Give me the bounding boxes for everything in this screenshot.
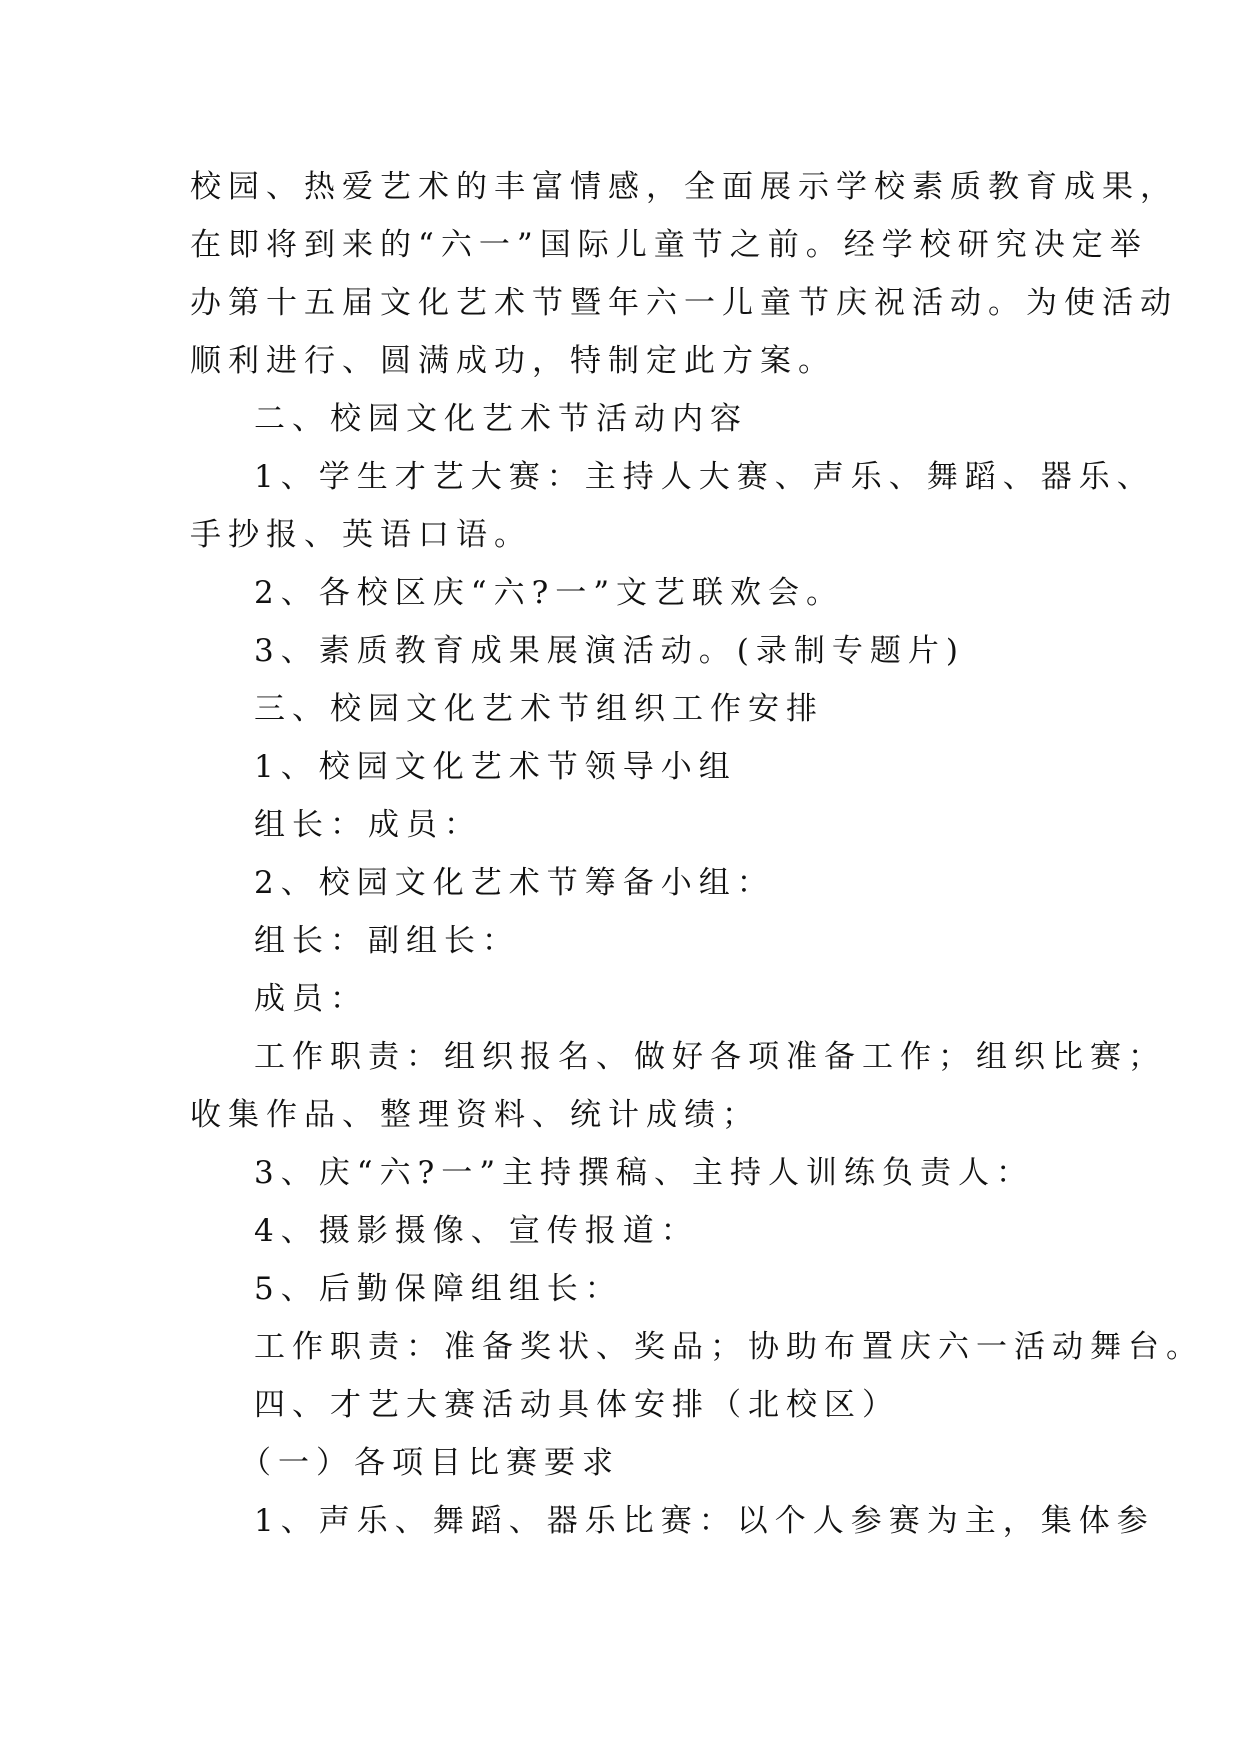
list-item: 3、庆“六?一”主持撰稿、主持人训练负责人： xyxy=(254,1155,1035,1191)
text-line: 顺利进行、圆满成功，特制定此方案。 xyxy=(190,343,836,379)
list-item: 1、声乐、舞蹈、器乐比赛：以个人参赛为主，集体参 xyxy=(254,1503,1155,1539)
list-item: 2、校园文化艺术节筹备小组： xyxy=(254,865,775,901)
text-line: 工作职责：组织报名、做好各项准备工作；组织比赛； xyxy=(254,1039,1166,1075)
list-item: 3、素质教育成果展演活动。(录制专题片) xyxy=(254,633,965,669)
section-heading: 四、才艺大赛活动具体安排（北校区） xyxy=(254,1387,900,1423)
list-item: 5、后勤保障组组长： xyxy=(254,1271,623,1307)
text-line: 工作职责：准备奖状、奖品；协助布置庆六一活动舞台。 xyxy=(254,1329,1204,1365)
section-heading: 二、校园文化艺术节活动内容 xyxy=(254,401,748,437)
text-line: 成员： xyxy=(254,981,368,1017)
text-line: 校园、热爱艺术的丰富情感，全面展示学校素质教育成果， xyxy=(190,169,1178,205)
text-line: 在即将到来的“六一”国际儿童节之前。经学校研究决定举 xyxy=(190,227,1148,263)
list-item: 1、校园文化艺术节领导小组 xyxy=(254,749,737,785)
list-item: 4、摄影摄像、宣传报道： xyxy=(254,1213,699,1249)
document-body xyxy=(190,158,1204,1550)
section-heading: 三、校园文化艺术节组织工作安排 xyxy=(254,691,824,727)
list-item: 1、学生才艺大赛：主持人大赛、声乐、舞蹈、器乐、 xyxy=(254,459,1155,495)
text-line: 收集作品、整理资料、统计成绩； xyxy=(190,1097,760,1133)
text-line: 组长：成员： xyxy=(254,807,482,843)
list-item: 2、各校区庆“六?一”文艺联欢会。 xyxy=(254,575,845,611)
text-line: 组长：副组长： xyxy=(254,923,520,959)
text-line: 手抄报、英语口语。 xyxy=(190,517,532,553)
text-line: 办第十五届文化艺术节暨年六一儿童节庆祝活动。为使活动 xyxy=(190,285,1178,321)
subsection-heading: （一）各项目比赛要求 xyxy=(240,1445,620,1481)
